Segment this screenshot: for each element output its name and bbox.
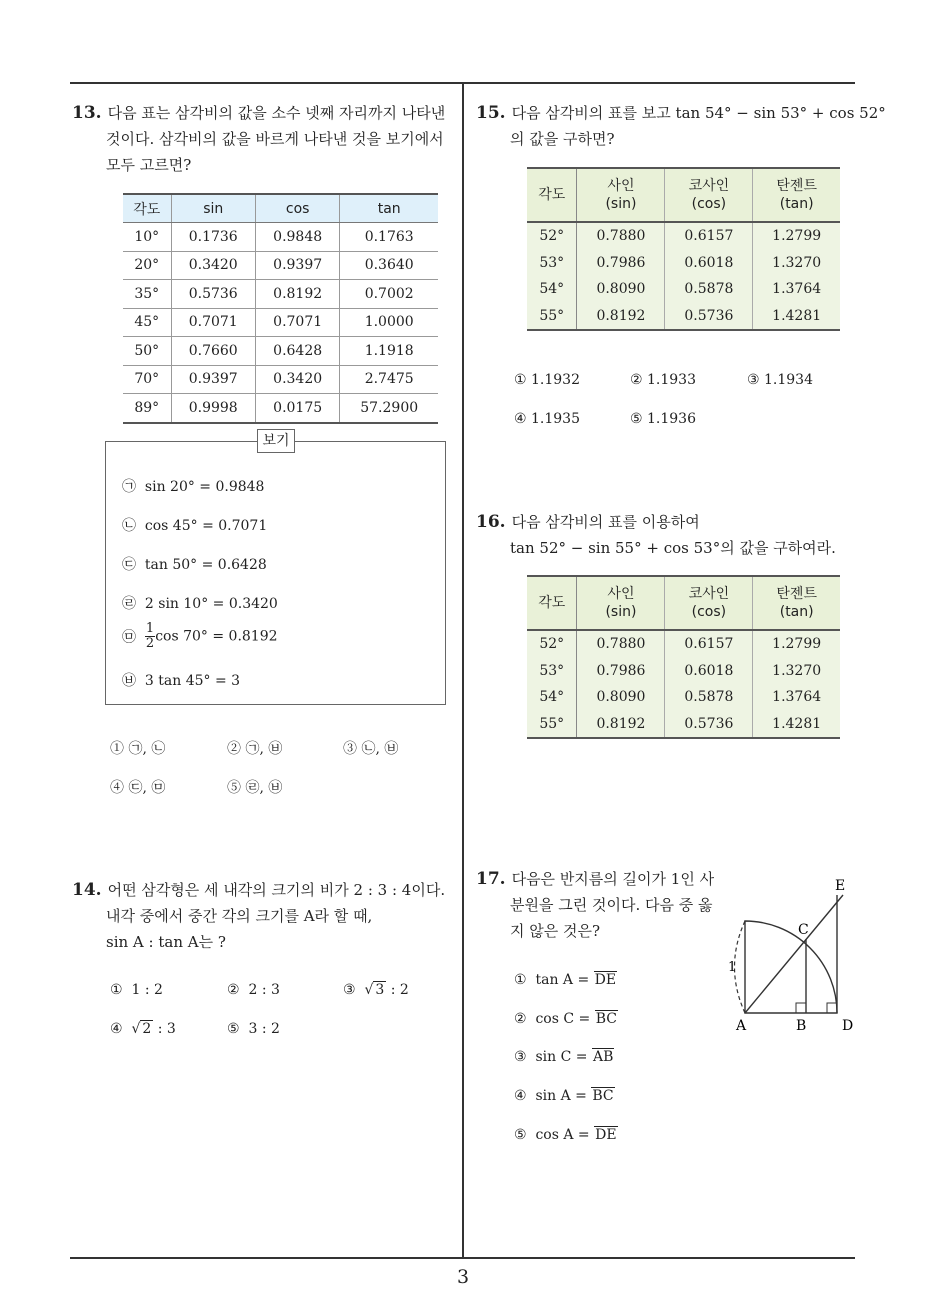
- label-A: A: [736, 1018, 747, 1034]
- bogi-mark: ㉢: [122, 557, 136, 573]
- question-text-line: 다음 삼각비의 표를 이용하여: [511, 513, 700, 531]
- cell: 0.8090: [577, 684, 665, 711]
- choice-5[interactable]: ⑤ 1.1936: [630, 411, 696, 427]
- label-C: C: [798, 922, 809, 938]
- bogi-title: 보기: [257, 429, 295, 453]
- table-row: [123, 394, 438, 423]
- cell: 35°: [123, 280, 171, 309]
- cell: 0.5736: [665, 303, 753, 331]
- bogi-item: [122, 515, 267, 535]
- header-subtext: (cos): [691, 604, 727, 620]
- choice-text: 1 : 2: [131, 982, 163, 998]
- cell: 0.6018: [665, 250, 753, 277]
- cell: 70°: [123, 365, 171, 394]
- numerator: 1: [145, 621, 155, 636]
- cell: 0.7880: [577, 222, 665, 250]
- choice-4[interactable]: [514, 1088, 615, 1104]
- bottom-rule: [70, 1257, 855, 1259]
- choice-mark: ②: [227, 982, 240, 998]
- cell: 1.2799: [753, 222, 840, 250]
- question-number: 13.: [72, 103, 102, 123]
- table-row: [123, 223, 438, 252]
- choice-text: tan A =: [535, 972, 590, 988]
- table-row: [527, 250, 840, 277]
- choice-text: cos A =: [535, 1127, 590, 1143]
- sqrt: √ 3: [364, 982, 385, 998]
- choice-text: sin A =: [535, 1088, 587, 1104]
- choice-mark: ⑤: [227, 1021, 240, 1037]
- choice-mark: ④: [110, 1021, 123, 1037]
- cell: 45°: [123, 308, 171, 337]
- choice-2[interactable]: [227, 982, 280, 998]
- header-text: 코사인: [688, 586, 730, 602]
- cell: 54°: [527, 276, 577, 303]
- table-header: cos: [255, 194, 339, 223]
- cell: 0.3420: [171, 251, 255, 280]
- header-subtext: (tan): [779, 604, 814, 620]
- cell: 1.3764: [753, 684, 840, 711]
- table-row: [123, 280, 438, 309]
- cell: 1.3270: [753, 250, 840, 277]
- segment-label: BC: [595, 1011, 617, 1027]
- cell: 0.7660: [171, 337, 255, 366]
- header-subtext: (tan): [779, 196, 814, 212]
- table-header: [753, 168, 840, 222]
- choice-2[interactable]: ② ㉠, ㉥: [227, 741, 283, 757]
- question-text-line: 모두 고르면?: [106, 156, 192, 174]
- bogi-item: [122, 554, 267, 574]
- cell: 0.7880: [577, 630, 665, 658]
- cell: 0.6018: [665, 658, 753, 685]
- trig-table-16: [527, 575, 840, 739]
- table-header: [527, 576, 577, 630]
- cell: 2.7475: [340, 365, 438, 394]
- question-16: [476, 509, 836, 561]
- cell: 0.5878: [665, 684, 753, 711]
- question-number: 14.: [72, 880, 102, 900]
- cell: 54°: [527, 684, 577, 711]
- cell: 1.4281: [753, 303, 840, 331]
- cell: 0.9397: [255, 251, 339, 280]
- choice-mark: ②: [514, 1011, 527, 1027]
- choice-1[interactable]: ① ㉠, ㉡: [110, 741, 166, 757]
- choice-mark: ⑤: [514, 1127, 527, 1143]
- cell: 1.3764: [753, 276, 840, 303]
- question-13: [72, 100, 445, 178]
- cell: 20°: [123, 251, 171, 280]
- cell: 0.6157: [665, 630, 753, 658]
- cell: 0.9397: [171, 365, 255, 394]
- segment-label: AB: [592, 1049, 614, 1065]
- table-row: [527, 711, 840, 739]
- question-15: [476, 100, 886, 152]
- bogi-text: 2 sin 10° = 0.3420: [144, 596, 278, 612]
- choice-mark: ③: [343, 982, 356, 998]
- label-E: E: [835, 878, 846, 894]
- bogi-text: sin 20° = 0.9848: [144, 479, 265, 495]
- choice-1[interactable]: ① 1.1932: [514, 372, 580, 388]
- cell: 0.7986: [577, 250, 665, 277]
- question-number: 16.: [476, 512, 506, 532]
- cell: 1.0000: [340, 308, 438, 337]
- question-number: 15.: [476, 103, 506, 123]
- bogi-text: tan 50° = 0.6428: [144, 557, 267, 573]
- choice-2[interactable]: ② 1.1933: [630, 372, 696, 388]
- choice-4[interactable]: [110, 1021, 176, 1037]
- table-header: tan: [340, 194, 438, 223]
- choice-mark: ③: [514, 1049, 527, 1065]
- choice-2[interactable]: [514, 1011, 618, 1027]
- denominator: 2: [145, 636, 155, 651]
- question-text-line: tan 52° − sin 55° + cos 53°의 값을 구하여라.: [510, 539, 836, 557]
- question-text-line: 내각 중에서 중간 각의 크기를 A라 할 때,: [106, 907, 373, 925]
- cell: 0.8090: [577, 276, 665, 303]
- quarter-circle-figure: [724, 872, 864, 1037]
- choice-text: sin C =: [535, 1049, 588, 1065]
- cell: 55°: [527, 711, 577, 739]
- cell: 57.2900: [340, 394, 438, 423]
- cell: 1.3270: [753, 658, 840, 685]
- header-text: 사인: [607, 586, 635, 602]
- fraction: [145, 622, 155, 651]
- choice-text: : 3: [157, 1021, 176, 1037]
- question-14: [72, 877, 445, 955]
- cell: 0.3640: [340, 251, 438, 280]
- cell: 55°: [527, 303, 577, 331]
- label-radius: 1: [728, 960, 737, 975]
- cell: 53°: [527, 658, 577, 685]
- table-header: [665, 576, 753, 630]
- choice-text: 3 : 2: [248, 1021, 280, 1037]
- cell: 0.9848: [255, 223, 339, 252]
- sqrt: √ 2: [131, 1021, 152, 1037]
- cell: 52°: [527, 222, 577, 250]
- cell: 1.2799: [753, 630, 840, 658]
- cell: 1.4281: [753, 711, 840, 739]
- table-row: [527, 630, 840, 658]
- question-text-line: 다음 삼각비의 표를 보고 tan 54° − sin 53° + cos 52°: [511, 104, 886, 122]
- choice-3[interactable]: ③ ㉡, ㉥: [343, 741, 399, 757]
- choice-mark: ①: [514, 972, 527, 988]
- cell: 0.6428: [255, 337, 339, 366]
- cell: 0.8192: [255, 280, 339, 309]
- radicand: 3: [375, 982, 385, 998]
- segment-label: DE: [594, 972, 617, 988]
- question-text-line: 의 값을 구하면?: [510, 130, 615, 148]
- choice-3[interactable]: [343, 982, 409, 998]
- right-angle-B: [796, 1003, 806, 1013]
- cell: 0.5736: [665, 711, 753, 739]
- table-header: [577, 168, 665, 222]
- cell: 53°: [527, 250, 577, 277]
- cell: 0.7002: [340, 280, 438, 309]
- table-row: [527, 303, 840, 331]
- cell: 89°: [123, 394, 171, 423]
- header-subtext: (sin): [605, 604, 637, 620]
- header-text: 탄젠트: [776, 178, 817, 194]
- cell: 0.7986: [577, 658, 665, 685]
- cell: 0.1736: [171, 223, 255, 252]
- table-row: [527, 222, 840, 250]
- cell: 0.1763: [340, 223, 438, 252]
- right-angle-D: [827, 1003, 837, 1013]
- column-divider: [462, 83, 464, 1258]
- bogi-mark: ㉡: [122, 518, 136, 534]
- trig-table-13: [123, 193, 438, 424]
- bogi-item: [122, 593, 278, 613]
- question-number: 17.: [476, 869, 506, 889]
- table-row: [123, 365, 438, 394]
- cell: 1.1918: [340, 337, 438, 366]
- question-text-line: 것이다. 삼각비의 값을 바르게 나타낸 것을 보기에서: [106, 130, 444, 148]
- bogi-item: [122, 622, 278, 651]
- bogi-item: [122, 476, 264, 496]
- cell: 0.7071: [171, 308, 255, 337]
- bogi-text: 3 tan 45° = 3: [144, 673, 241, 689]
- cell: 0.6157: [665, 222, 753, 250]
- table-header: [577, 576, 665, 630]
- choice-text: cos C =: [535, 1011, 591, 1027]
- header-subtext: (cos): [691, 196, 727, 212]
- table-row: [123, 251, 438, 280]
- bogi-mark: ㉠: [122, 479, 136, 495]
- choice-text: 2 : 3: [248, 982, 280, 998]
- cell: 0.8192: [577, 303, 665, 331]
- table-row: [527, 276, 840, 303]
- page-number: 3: [456, 1266, 470, 1288]
- table-row: [527, 658, 840, 685]
- choice-mark: ④: [514, 1088, 527, 1104]
- question-17: [476, 866, 714, 944]
- bogi-text: cos 70° = 0.8192: [155, 628, 278, 645]
- choice-5[interactable]: [514, 1127, 618, 1143]
- question-text-line: 분원을 그린 것이다. 다음 중 옳: [510, 896, 713, 914]
- bogi-mark: ㉣: [122, 596, 136, 612]
- segment-label: BC: [592, 1088, 614, 1104]
- bogi-item: [122, 670, 240, 690]
- table-header: [527, 168, 577, 222]
- cell: 50°: [123, 337, 171, 366]
- bogi-mark: ㉥: [122, 673, 136, 689]
- cell: 0.5878: [665, 276, 753, 303]
- question-text-line: 지 않은 것은?: [510, 922, 601, 940]
- radicand: 2: [142, 1021, 152, 1037]
- question-text-line: 다음은 반지름의 길이가 1인 사: [511, 870, 715, 888]
- table-header: [665, 168, 753, 222]
- choice-mark: ①: [110, 982, 123, 998]
- header-text: 코사인: [688, 178, 730, 194]
- table-header: [753, 576, 840, 630]
- label-D: D: [842, 1018, 854, 1034]
- choice-5[interactable]: [227, 1021, 280, 1037]
- question-text-line: 다음 표는 삼각비의 값을 소수 넷째 자리까지 나타낸: [107, 104, 446, 122]
- cell: 0.3420: [255, 365, 339, 394]
- cell: 0.7071: [255, 308, 339, 337]
- cell: 0.8192: [577, 711, 665, 739]
- segment-label: DE: [595, 1127, 617, 1143]
- table-header: 각도: [123, 194, 171, 223]
- quarter-circle: [745, 921, 837, 1013]
- question-text-line: 어떤 삼각형은 세 내각의 크기의 비가 2 : 3 : 4이다.: [107, 881, 446, 899]
- header-text: 각도: [538, 595, 566, 611]
- cell: 0.5736: [171, 280, 255, 309]
- bogi-mark: ㉤: [122, 629, 136, 646]
- label-B: B: [796, 1018, 807, 1034]
- cell: 0.0175: [255, 394, 339, 423]
- choice-3[interactable]: ③ 1.1934: [747, 372, 813, 388]
- cell: 0.9998: [171, 394, 255, 423]
- header-text: 사인: [607, 178, 635, 194]
- table-row: [123, 308, 438, 337]
- choice-text: : 2: [390, 982, 409, 998]
- table-row: [527, 684, 840, 711]
- header-subtext: (sin): [605, 196, 637, 212]
- cell: 10°: [123, 223, 171, 252]
- header-text: 각도: [538, 187, 566, 203]
- cell: 52°: [527, 630, 577, 658]
- table-row: [123, 337, 438, 366]
- line-AE: [745, 895, 843, 1013]
- choice-4[interactable]: ④ ㉢, ㉤: [110, 780, 166, 796]
- choice-3[interactable]: [514, 1049, 614, 1065]
- header-text: 탄젠트: [776, 586, 817, 602]
- choice-4[interactable]: ④ 1.1935: [514, 411, 580, 427]
- choice-1[interactable]: [110, 982, 163, 998]
- bogi-text: cos 45° = 0.7071: [144, 518, 268, 534]
- table-header: sin: [171, 194, 255, 223]
- choice-5[interactable]: ⑤ ㉣, ㉥: [227, 780, 283, 796]
- question-text-line: sin A : tan A는 ?: [106, 933, 226, 951]
- choice-1[interactable]: [514, 972, 617, 988]
- trig-table-15: [527, 167, 840, 331]
